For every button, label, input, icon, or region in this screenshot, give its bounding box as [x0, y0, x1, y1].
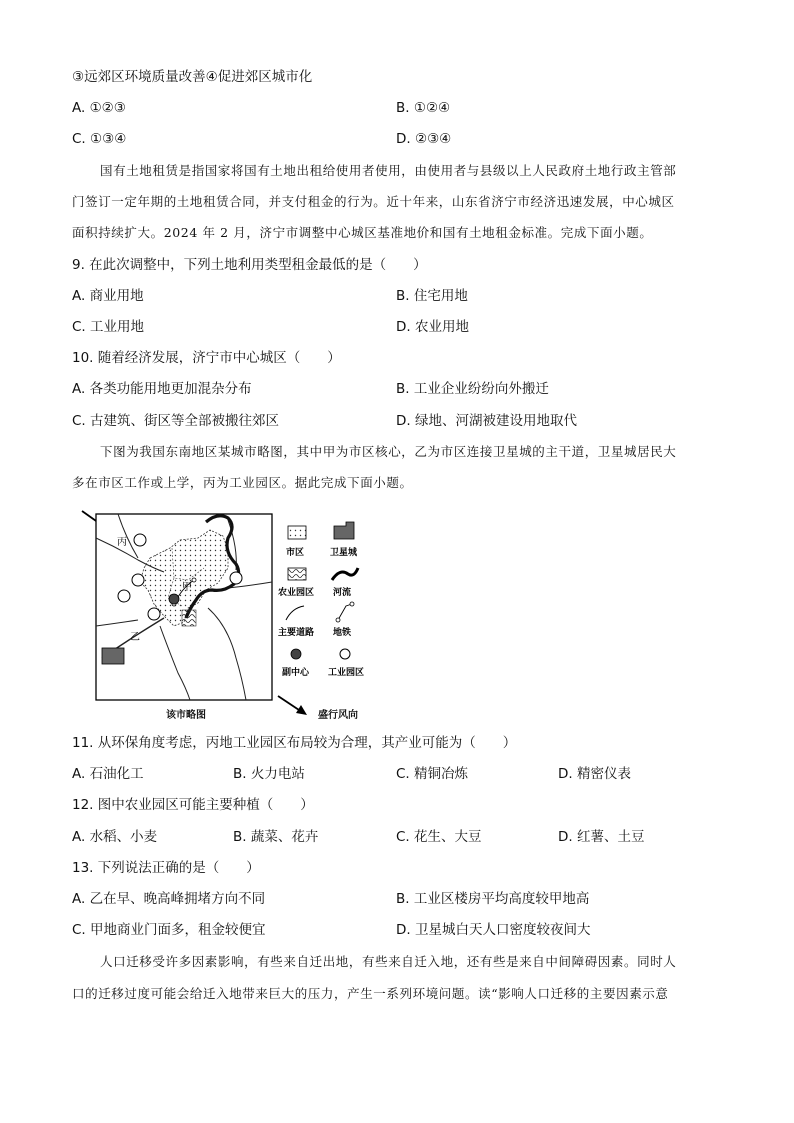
- label-jia: 甲: [182, 582, 192, 593]
- q9-option-d: D. 农业用地: [396, 319, 469, 335]
- q13-option-b: B. 工业区楼房平均高度较甲地高: [396, 891, 590, 907]
- legend-metro: 地铁: [333, 628, 352, 638]
- legend-agri: 农业园区: [278, 588, 315, 598]
- legend-river: 河流: [333, 588, 352, 598]
- q9-option-b: B. 住宅用地: [396, 288, 468, 304]
- passage2-line-1: 下图为我国东南地区某城市略图，其中甲为市区核心，乙为市区连接卫星城的主干道，卫星城居民大: [100, 444, 677, 459]
- passage1-line-2: 门签订一定年期的土地租赁合同，并支付租金的行为。近十年来，山东省济宁市经济迅速发展，中心城区: [72, 194, 675, 209]
- q11-stem: 11. 从环保角度考虑，丙地工业园区布局较为合理，其产业可能为（ ）: [72, 735, 517, 751]
- wind-arrow-legend: [278, 696, 307, 715]
- q11-option-a: A. 石油化工: [72, 766, 144, 782]
- sub-center-marker: [169, 594, 179, 604]
- legend-road: 主要道路: [278, 628, 315, 638]
- q12-option-b: B. 蔬菜、花卉: [233, 829, 319, 845]
- passage3-line-1: 人口迁移受许多因素影响，有些来自迁出地，有些来自迁入地，还有些是来自中间障碍因素。同时人: [100, 954, 677, 969]
- map-caption: 该市略图: [166, 710, 206, 721]
- q10-option-d: D. 绿地、河湖被建设用地取代: [396, 413, 577, 429]
- q12-option-c: C. 花生、大豆: [396, 829, 482, 845]
- q8-option-a: A. ①②③: [72, 100, 126, 116]
- q8-option-d: D. ②③④: [396, 131, 452, 147]
- q10-stem: 10. 随着经济发展，济宁市中心城区（ ）: [72, 350, 341, 366]
- passage1-line-3: 面积持续扩大。2024 年 2 月，济宁市调整中心城区基准地价和国有土地租金标准。完成下面小题。: [72, 225, 653, 240]
- legend-industrial-swatch: [340, 649, 350, 659]
- legend-urban: 市区: [286, 548, 305, 558]
- q12-option-a: A. 水稻、小麦: [72, 829, 158, 845]
- legend-subcenter-swatch: [291, 649, 301, 659]
- legend-satellite-swatch: [334, 522, 354, 539]
- q13-option-c: C. 甲地商业门面多，租金较便宜: [72, 922, 266, 938]
- q9-option-c: C. 工业用地: [72, 319, 145, 335]
- legend-satellite: 卫星城: [330, 548, 358, 558]
- agricultural-park: [182, 610, 196, 626]
- legend-road-swatch: [286, 606, 304, 620]
- legend-metro-swatch: [336, 602, 354, 622]
- q10-option-c: C. 古建筑、街区等全部被搬往郊区: [72, 413, 280, 429]
- satellite-town: [102, 648, 124, 664]
- q10-option-b: B. 工业企业纷纷向外搬迁: [396, 381, 549, 397]
- map-legend: [278, 522, 364, 678]
- q12-stem: 12. 图中农业园区可能主要种植（ ）: [72, 797, 314, 813]
- passage2-line-2: 多在市区工作或上学，丙为工业园区。据此完成下面小题。: [72, 475, 413, 490]
- q8-option-c: C. ①③④: [72, 131, 127, 147]
- city-sketch-map: [78, 508, 378, 726]
- q11-option-d: D. 精密仪表: [558, 766, 631, 782]
- label-bing: 丙: [117, 537, 127, 548]
- wind-label: 盛行风向: [318, 710, 358, 721]
- legend-urban-swatch: [288, 526, 306, 539]
- passage3-line-2: 口的迁移过度可能会给迁入地带来巨大的压力，产生一系列环境问题。读“影响人口迁移的主要因素示意: [72, 986, 669, 1001]
- q12-option-d: D. 红薯、土豆: [558, 829, 645, 845]
- q13-option-d: D. 卫星城白天人口密度较夜间大: [396, 922, 591, 938]
- q8-continuation: ③远郊区环境质量改善④促进郊区城市化: [72, 69, 313, 85]
- passage1-line-1: 国有土地租赁是指国家将国有土地出租给使用者使用，由使用者与县级以上人民政府土地行政主管部: [100, 163, 677, 178]
- q8-option-b: B. ①②④: [396, 100, 451, 116]
- q9-option-a: A. 商业用地: [72, 288, 144, 304]
- legend-industrial: 工业园区: [328, 668, 365, 678]
- q10-option-a: A. 各类功能用地更加混杂分布: [72, 381, 252, 397]
- q13-option-a: A. 乙在早、晚高峰拥堵方向不同: [72, 891, 266, 907]
- q13-stem: 13. 下列说法正确的是（ ）: [72, 860, 260, 876]
- q11-option-c: C. 精铜冶炼: [396, 766, 469, 782]
- label-yi: 乙: [130, 632, 140, 643]
- legend-river-swatch: [332, 568, 358, 580]
- q11-option-b: B. 火力电站: [233, 766, 305, 782]
- legend-agri-swatch: [288, 568, 306, 580]
- q9-stem: 9. 在此次调整中，下列土地利用类型租金最低的是（ ）: [72, 257, 427, 273]
- legend-subcenter: 副中心: [282, 668, 310, 678]
